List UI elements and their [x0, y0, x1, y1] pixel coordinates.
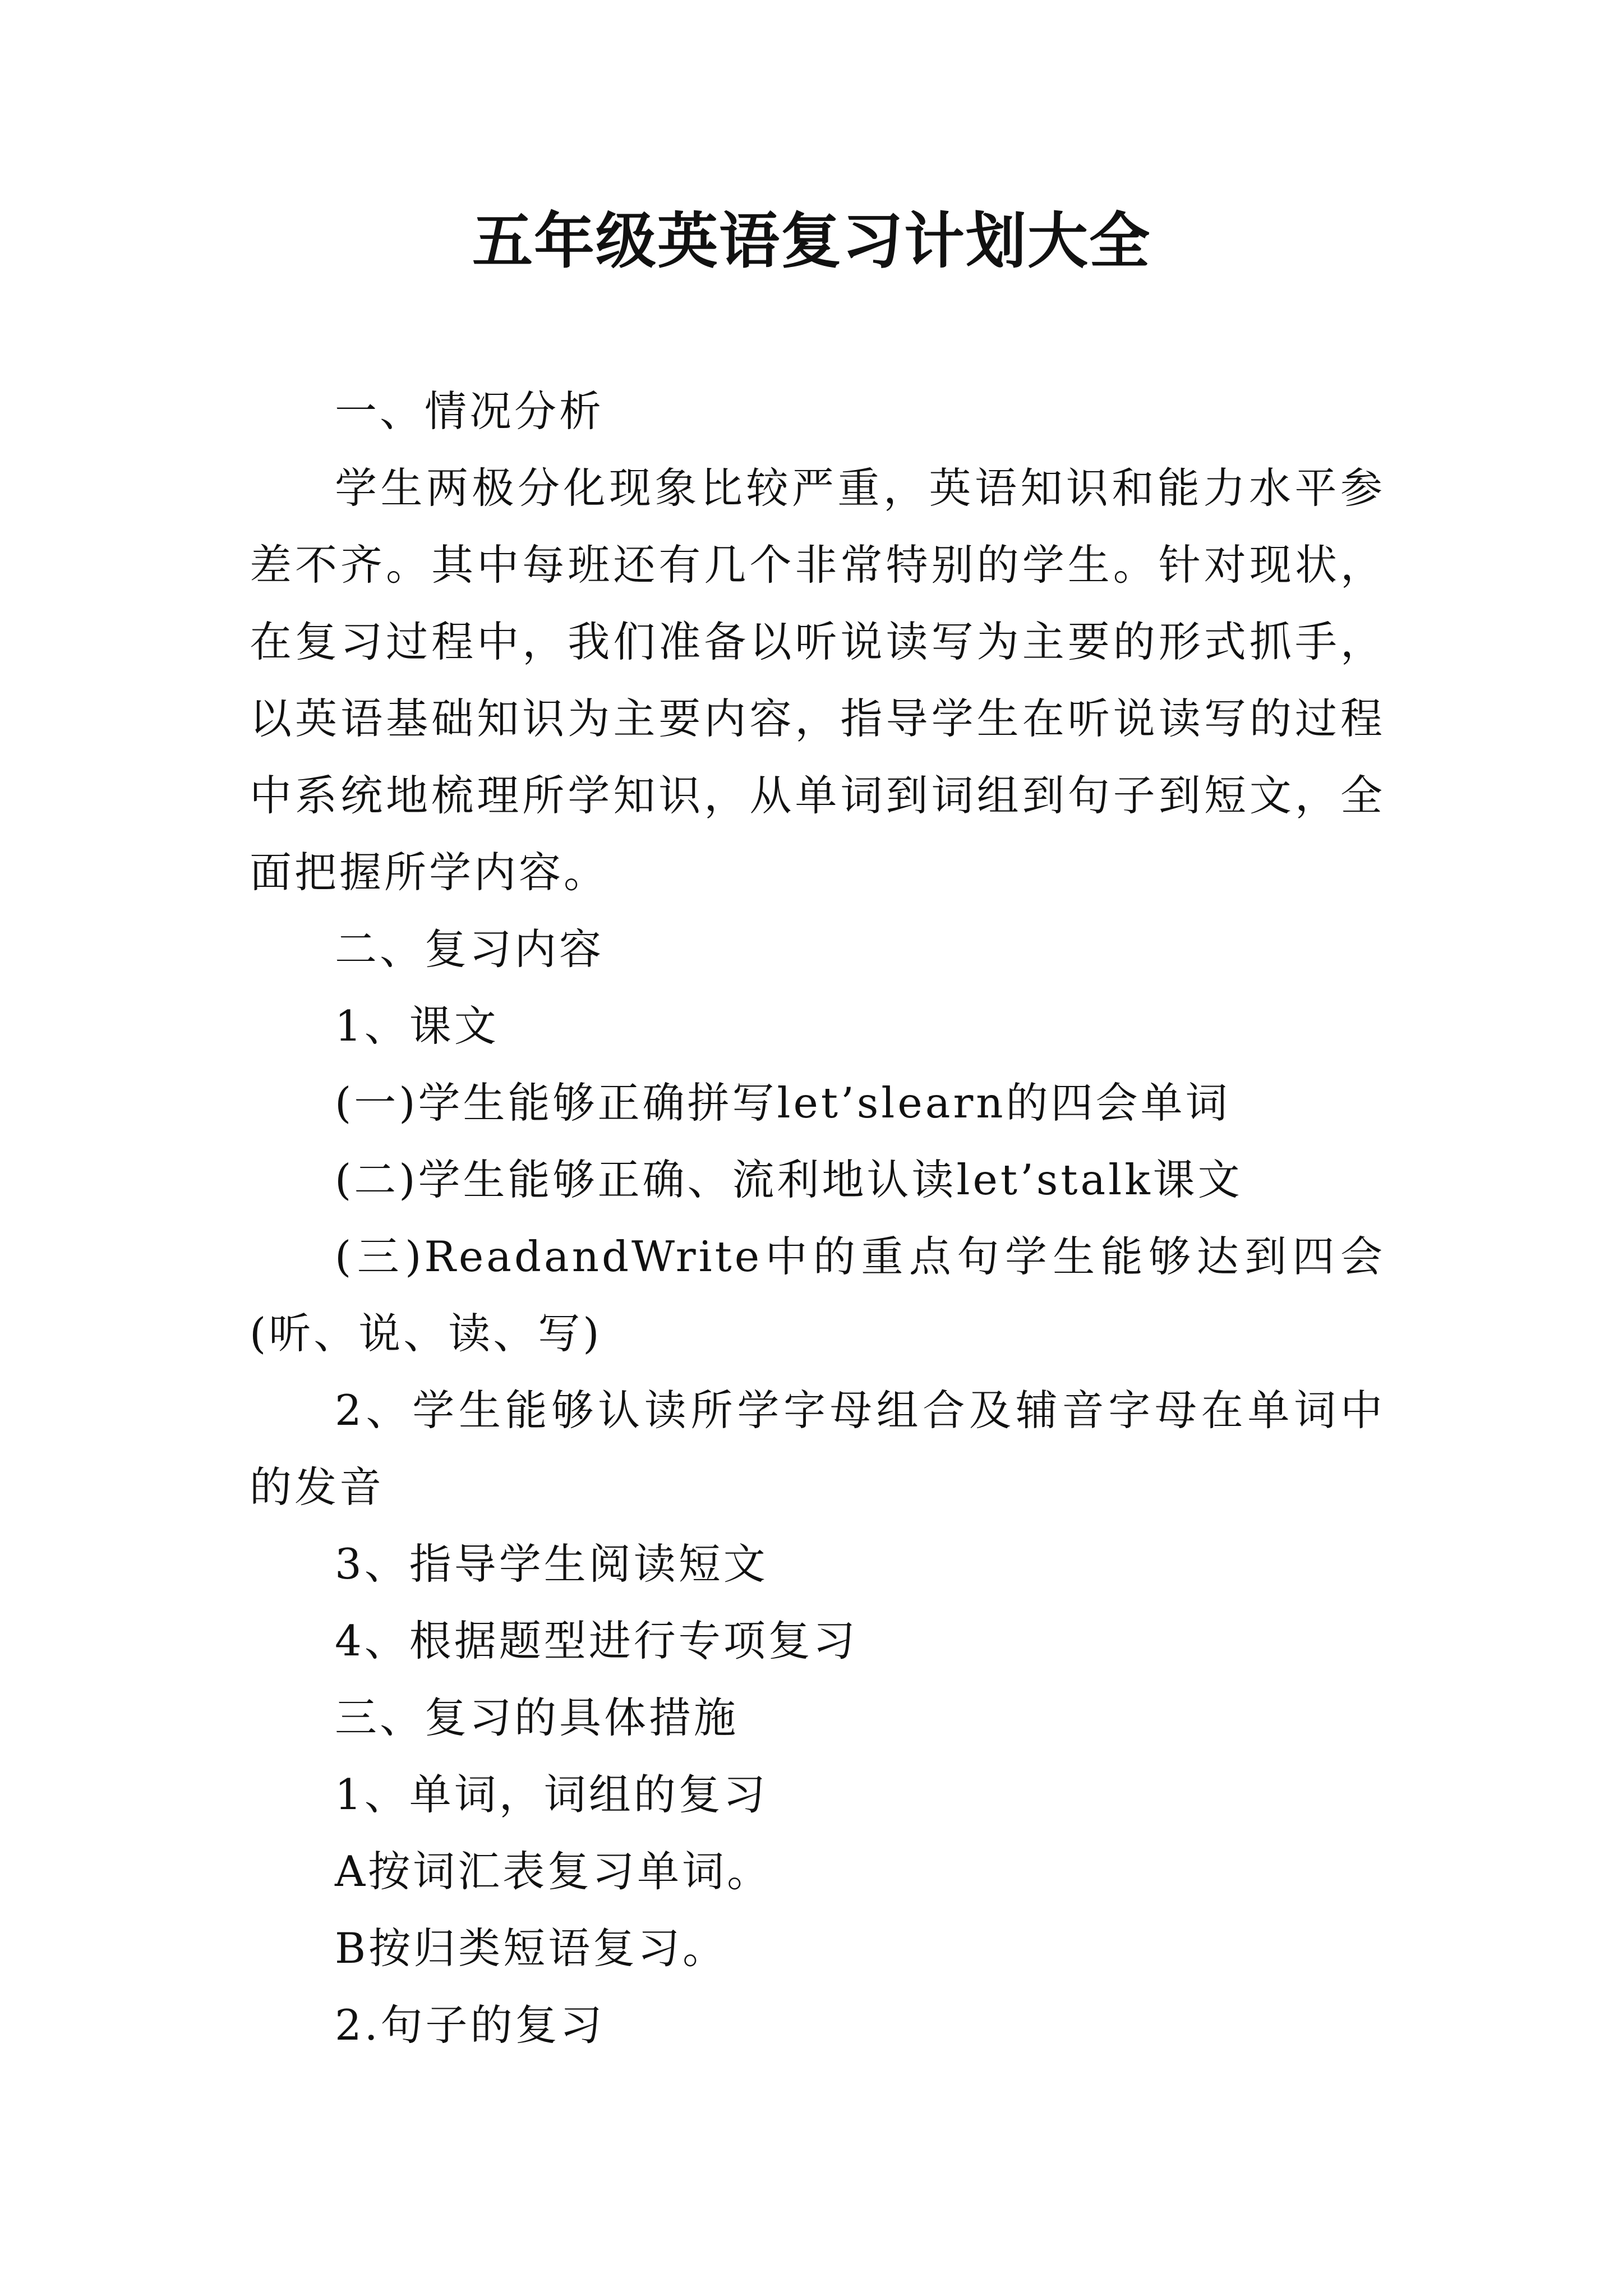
- list-item-phrases: B按归类短语复习。: [335, 1924, 728, 1973]
- list-item-reading-passages: 3、指导学生阅读短文: [335, 1539, 768, 1589]
- list-item-pronunciation: 2、学生能够认读所学字母组合及辅音字母在单词中的发音: [250, 1386, 1385, 1512]
- document-title: 五年级英语复习计划大全: [472, 206, 1151, 277]
- section-heading-measures: 三、复习的具体措施: [335, 1693, 739, 1742]
- paragraph-situation-analysis: 学生两极分化现象比较严重，英语知识和能力水平参差不齐。其中每班还有几个非常特别的学生。针对现状，在复习过程中，我们准备以听说读写为主要的形式抓手，以英语基础知识为主要内容，指导学生在听说读写的过程中系统地梳理所学知识，从单词到词组到句子到短文，全面把握所学内容。: [250, 463, 1385, 897]
- list-item-sentences: 2.句子的复习: [335, 2000, 605, 2050]
- list-item-text: 1、课文: [335, 1001, 499, 1051]
- list-item-vocabulary: A按词汇表复习单词。: [335, 1847, 772, 1896]
- section-heading-review-content: 二、复习内容: [335, 924, 605, 974]
- list-item-reading: (二)学生能够正确、流利地认读let’stalk课文: [335, 1155, 1243, 1204]
- list-item-word-review: 1、单词，词组的复习: [335, 1770, 768, 1819]
- list-item-read-and-write: (三)ReadandWrite中的重点句学生能够达到四会(听、说、读、写): [250, 1232, 1385, 1358]
- document-body: [250, 373, 1385, 2064]
- list-item-spelling: (一)学生能够正确拼写let’slearn的四会单词: [335, 1078, 1230, 1128]
- list-item-special-review: 4、根据题型进行专项复习: [335, 1616, 858, 1665]
- section-heading-situation-analysis: 一、情况分析: [335, 386, 605, 436]
